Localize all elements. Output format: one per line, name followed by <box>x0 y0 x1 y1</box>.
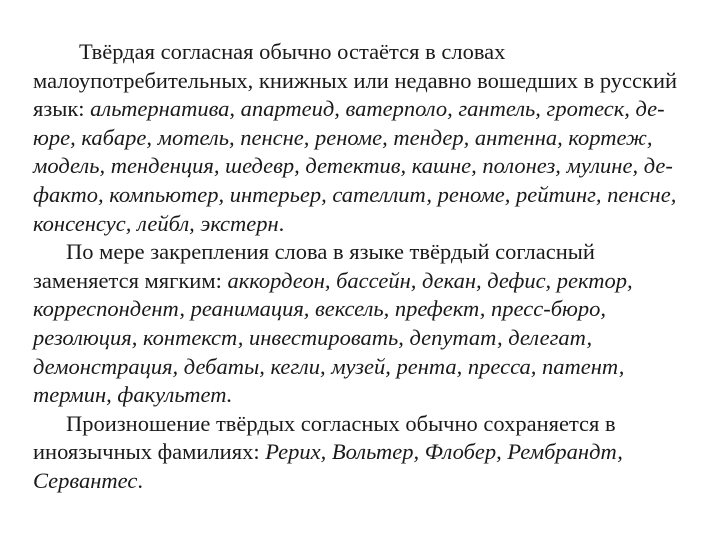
paragraph-1-examples: альтернатива, апартеид, ватерполо, гантель, гротеск, де-юре, кабаре, мотель, пенсне, реноме, тендер, антенна, кортеж, модель, тенденция, шедевр, детектив, кашне, полонез, мулине, де-факто, компьютер, интерьер, сателлит, реноме, рейтинг, пенсне, консенсус, лейбл, экстерн <box>33 96 677 236</box>
paragraph-2 <box>33 238 693 410</box>
paragraph-1 <box>33 38 693 238</box>
paragraph-3 <box>33 410 693 496</box>
paragraph-3-lead: Произношение твёрдых согласных обычно сохраняется в иноязычных фамилиях: <box>33 410 616 465</box>
paragraph-2-lead: По мере закрепления слова в языке твёрдый согласный заменяется мягким: <box>33 239 595 293</box>
paragraph-1-lead: Твёрдая согласная обычно остаётся в словах малоупотребительных, книжных или недавно вошедших в русский язык: <box>33 39 678 122</box>
text-block <box>33 38 693 496</box>
paragraph-3-examples: Рерих, Вольтер, Флобер, Рембрандт, Сервантес <box>33 439 623 493</box>
paragraph-2-examples: аккордеон, бассейн, декан, дефис, ректор, корреспондент, реанимация, вексель, префект, пресс-бюро, резолюция, контекст, инвестировать, депутат, делегат, демонстрация, дебаты, кегли, музей, рента, пресса, патент, термин, факультет. <box>33 267 633 408</box>
paragraph-3-end: . <box>137 467 143 493</box>
paragraph-1-end: . <box>278 210 285 236</box>
